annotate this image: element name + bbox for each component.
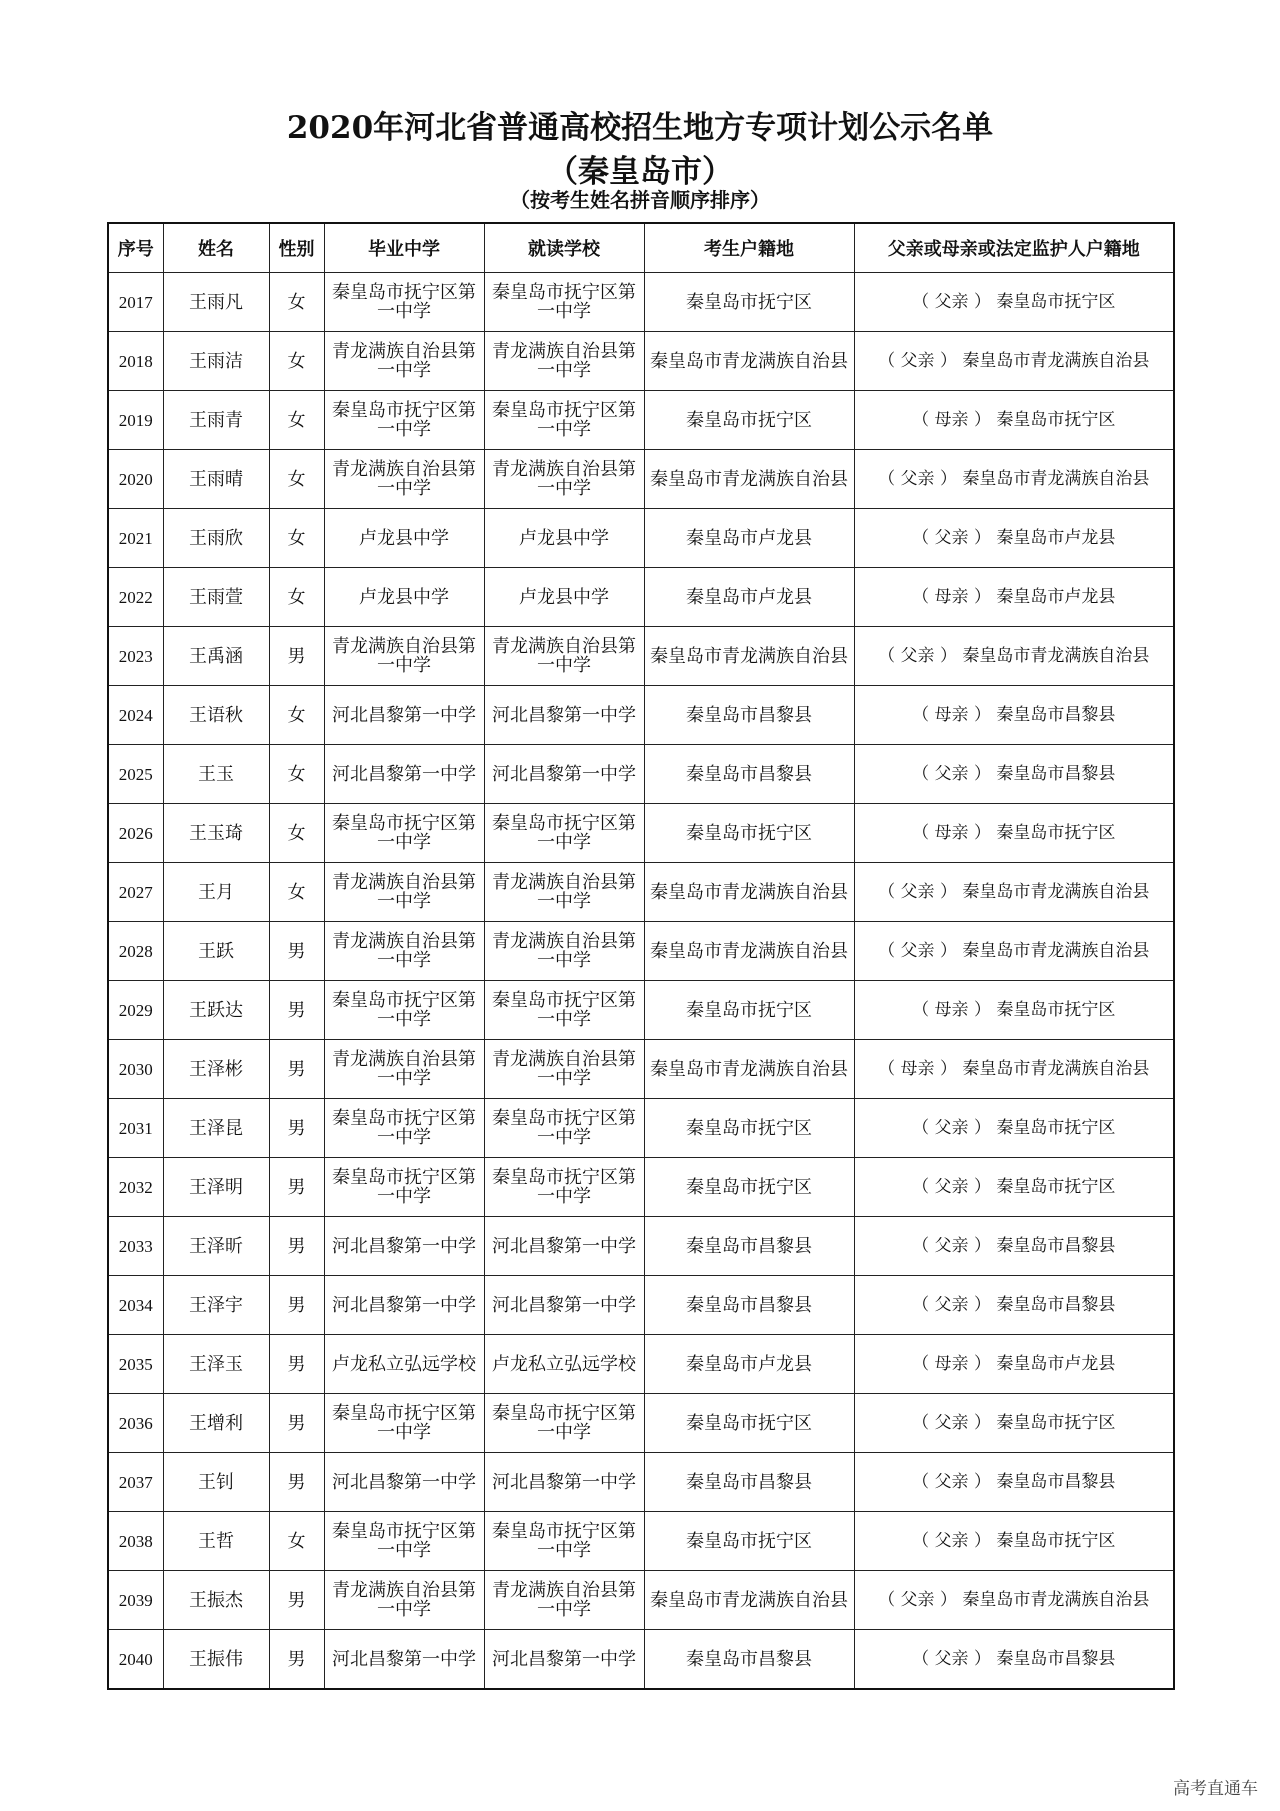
cell-graduation-school: 青龙满族自治县第一中学 [324, 1040, 484, 1099]
cell-student-hukou: 秦皇岛市昌黎县 [644, 1453, 854, 1512]
cell-current-school: 秦皇岛市抚宁区第一中学 [484, 1158, 644, 1217]
cell-student-hukou: 秦皇岛市昌黎县 [644, 1217, 854, 1276]
cell-parent-hukou: （ 父亲 ） 秦皇岛市抚宁区 [854, 273, 1174, 332]
cell-name: 王泽玉 [163, 1335, 269, 1394]
cell-current-school: 秦皇岛市抚宁区第一中学 [484, 981, 644, 1040]
table-row [108, 332, 1174, 391]
table-row [108, 627, 1174, 686]
cell-parent-hukou: （ 母亲 ） 秦皇岛市抚宁区 [854, 981, 1174, 1040]
table-row [108, 1571, 1174, 1630]
table-row [108, 686, 1174, 745]
cell-graduation-school: 青龙满族自治县第一中学 [324, 627, 484, 686]
table-body [108, 273, 1174, 1690]
cell-name: 王振伟 [163, 1630, 269, 1690]
page-subtitle: （秦皇岛市） [547, 154, 733, 190]
cell-graduation-school: 卢龙县中学 [324, 509, 484, 568]
table-row [108, 391, 1174, 450]
cell-graduation-school: 青龙满族自治县第一中学 [324, 1571, 484, 1630]
cell-index: 2019 [108, 391, 163, 450]
cell-graduation-school: 河北昌黎第一中学 [324, 686, 484, 745]
col-header-graduation-school: 毕业中学 [324, 223, 484, 273]
cell-gender: 女 [269, 332, 324, 391]
cell-gender: 男 [269, 981, 324, 1040]
cell-graduation-school: 秦皇岛市抚宁区第一中学 [324, 1099, 484, 1158]
table-row [108, 1158, 1174, 1217]
cell-graduation-school: 秦皇岛市抚宁区第一中学 [324, 981, 484, 1040]
cell-student-hukou: 秦皇岛市抚宁区 [644, 1394, 854, 1453]
table-row [108, 1512, 1174, 1571]
table-header-row [108, 223, 1174, 273]
cell-parent-hukou: （ 父亲 ） 秦皇岛市抚宁区 [854, 1394, 1174, 1453]
cell-graduation-school: 青龙满族自治县第一中学 [324, 922, 484, 981]
cell-current-school: 青龙满族自治县第一中学 [484, 922, 644, 981]
sort-note: （按考生姓名拼音顺序排序） [510, 188, 770, 212]
table-row [108, 922, 1174, 981]
cell-current-school: 河北昌黎第一中学 [484, 1217, 644, 1276]
cell-student-hukou: 秦皇岛市昌黎县 [644, 686, 854, 745]
cell-index: 2040 [108, 1630, 163, 1690]
cell-name: 王泽宇 [163, 1276, 269, 1335]
cell-current-school: 秦皇岛市抚宁区第一中学 [484, 1099, 644, 1158]
cell-current-school: 河北昌黎第一中学 [484, 745, 644, 804]
cell-gender: 女 [269, 568, 324, 627]
cell-student-hukou: 秦皇岛市昌黎县 [644, 745, 854, 804]
cell-gender: 女 [269, 509, 324, 568]
cell-index: 2031 [108, 1099, 163, 1158]
cell-index: 2038 [108, 1512, 163, 1571]
cell-name: 王雨欣 [163, 509, 269, 568]
cell-parent-hukou: （ 父亲 ） 秦皇岛市昌黎县 [854, 1453, 1174, 1512]
cell-name: 王禹涵 [163, 627, 269, 686]
cell-current-school: 卢龙私立弘远学校 [484, 1335, 644, 1394]
cell-current-school: 河北昌黎第一中学 [484, 686, 644, 745]
cell-parent-hukou: （ 父亲 ） 秦皇岛市卢龙县 [854, 509, 1174, 568]
cell-graduation-school: 秦皇岛市抚宁区第一中学 [324, 391, 484, 450]
cell-index: 2022 [108, 568, 163, 627]
cell-parent-hukou: （ 父亲 ） 秦皇岛市青龙满族自治县 [854, 332, 1174, 391]
cell-index: 2033 [108, 1217, 163, 1276]
cell-name: 王泽昆 [163, 1099, 269, 1158]
cell-name: 王振杰 [163, 1571, 269, 1630]
table-row [108, 1335, 1174, 1394]
cell-student-hukou: 秦皇岛市抚宁区 [644, 1099, 854, 1158]
cell-gender: 男 [269, 1099, 324, 1158]
cell-gender: 女 [269, 1512, 324, 1571]
cell-name: 王泽昕 [163, 1217, 269, 1276]
cell-gender: 男 [269, 1276, 324, 1335]
cell-gender: 女 [269, 450, 324, 509]
cell-student-hukou: 秦皇岛市青龙满族自治县 [644, 1040, 854, 1099]
cell-student-hukou: 秦皇岛市青龙满族自治县 [644, 627, 854, 686]
cell-graduation-school: 秦皇岛市抚宁区第一中学 [324, 1158, 484, 1217]
cell-parent-hukou: （ 父亲 ） 秦皇岛市抚宁区 [854, 1158, 1174, 1217]
cell-student-hukou: 秦皇岛市青龙满族自治县 [644, 1571, 854, 1630]
cell-current-school: 青龙满族自治县第一中学 [484, 1571, 644, 1630]
cell-parent-hukou: （ 父亲 ） 秦皇岛市青龙满族自治县 [854, 922, 1174, 981]
cell-gender: 女 [269, 686, 324, 745]
table-row [108, 745, 1174, 804]
cell-name: 王增利 [163, 1394, 269, 1453]
cell-name: 王玉琦 [163, 804, 269, 863]
cell-current-school: 青龙满族自治县第一中学 [484, 450, 644, 509]
cell-graduation-school: 秦皇岛市抚宁区第一中学 [324, 804, 484, 863]
cell-parent-hukou: （ 父亲 ） 秦皇岛市抚宁区 [854, 1099, 1174, 1158]
cell-student-hukou: 秦皇岛市抚宁区 [644, 273, 854, 332]
cell-gender: 男 [269, 922, 324, 981]
cell-current-school: 青龙满族自治县第一中学 [484, 627, 644, 686]
cell-current-school: 青龙满族自治县第一中学 [484, 863, 644, 922]
cell-student-hukou: 秦皇岛市抚宁区 [644, 1158, 854, 1217]
cell-index: 2037 [108, 1453, 163, 1512]
cell-graduation-school: 卢龙私立弘远学校 [324, 1335, 484, 1394]
cell-gender: 女 [269, 804, 324, 863]
cell-graduation-school: 河北昌黎第一中学 [324, 1276, 484, 1335]
cell-gender: 男 [269, 1394, 324, 1453]
table-row [108, 1276, 1174, 1335]
cell-index: 2018 [108, 332, 163, 391]
cell-current-school: 秦皇岛市抚宁区第一中学 [484, 391, 644, 450]
cell-student-hukou: 秦皇岛市卢龙县 [644, 509, 854, 568]
cell-parent-hukou: （ 父亲 ） 秦皇岛市昌黎县 [854, 1630, 1174, 1690]
cell-parent-hukou: （ 父亲 ） 秦皇岛市昌黎县 [854, 1276, 1174, 1335]
cell-graduation-school: 秦皇岛市抚宁区第一中学 [324, 1394, 484, 1453]
table-row [108, 1040, 1174, 1099]
cell-index: 2027 [108, 863, 163, 922]
table-row [108, 273, 1174, 332]
cell-parent-hukou: （ 母亲 ） 秦皇岛市青龙满族自治县 [854, 1040, 1174, 1099]
col-header-index: 序号 [108, 223, 163, 273]
cell-name: 王钊 [163, 1453, 269, 1512]
cell-current-school: 河北昌黎第一中学 [484, 1453, 644, 1512]
col-header-gender: 性别 [269, 223, 324, 273]
cell-current-school: 秦皇岛市抚宁区第一中学 [484, 804, 644, 863]
cell-parent-hukou: （ 父亲 ） 秦皇岛市青龙满族自治县 [854, 863, 1174, 922]
cell-graduation-school: 青龙满族自治县第一中学 [324, 332, 484, 391]
cell-current-school: 河北昌黎第一中学 [484, 1276, 644, 1335]
cell-index: 2029 [108, 981, 163, 1040]
cell-parent-hukou: （ 父亲 ） 秦皇岛市青龙满族自治县 [854, 627, 1174, 686]
table-row [108, 863, 1174, 922]
cell-index: 2023 [108, 627, 163, 686]
cell-gender: 男 [269, 1453, 324, 1512]
cell-student-hukou: 秦皇岛市青龙满族自治县 [644, 450, 854, 509]
cell-gender: 女 [269, 391, 324, 450]
roster-table [107, 222, 1175, 1690]
table-row [108, 509, 1174, 568]
table-row [108, 1217, 1174, 1276]
cell-index: 2026 [108, 804, 163, 863]
cell-index: 2028 [108, 922, 163, 981]
cell-student-hukou: 秦皇岛市青龙满族自治县 [644, 863, 854, 922]
cell-student-hukou: 秦皇岛市卢龙县 [644, 568, 854, 627]
cell-gender: 男 [269, 627, 324, 686]
cell-parent-hukou: （ 母亲 ） 秦皇岛市昌黎县 [854, 686, 1174, 745]
cell-graduation-school: 青龙满族自治县第一中学 [324, 863, 484, 922]
cell-parent-hukou: （ 母亲 ） 秦皇岛市卢龙县 [854, 1335, 1174, 1394]
table-row [108, 1630, 1174, 1690]
cell-student-hukou: 秦皇岛市抚宁区 [644, 804, 854, 863]
cell-gender: 女 [269, 745, 324, 804]
cell-graduation-school: 河北昌黎第一中学 [324, 1630, 484, 1690]
cell-gender: 男 [269, 1630, 324, 1690]
col-header-parent-hukou: 父亲或母亲或法定监护人户籍地 [854, 223, 1174, 273]
table-row [108, 1394, 1174, 1453]
cell-parent-hukou: （ 父亲 ） 秦皇岛市青龙满族自治县 [854, 450, 1174, 509]
cell-parent-hukou: （ 母亲 ） 秦皇岛市抚宁区 [854, 391, 1174, 450]
table-row [108, 1099, 1174, 1158]
cell-current-school: 秦皇岛市抚宁区第一中学 [484, 273, 644, 332]
table-row [108, 568, 1174, 627]
cell-current-school: 卢龙县中学 [484, 568, 644, 627]
cell-name: 王泽明 [163, 1158, 269, 1217]
cell-name: 王跃达 [163, 981, 269, 1040]
cell-name: 王泽彬 [163, 1040, 269, 1099]
cell-index: 2024 [108, 686, 163, 745]
cell-parent-hukou: （ 母亲 ） 秦皇岛市卢龙县 [854, 568, 1174, 627]
cell-index: 2017 [108, 273, 163, 332]
cell-current-school: 卢龙县中学 [484, 509, 644, 568]
cell-gender: 男 [269, 1335, 324, 1394]
cell-index: 2036 [108, 1394, 163, 1453]
cell-gender: 男 [269, 1571, 324, 1630]
cell-current-school: 青龙满族自治县第一中学 [484, 332, 644, 391]
cell-name: 王雨青 [163, 391, 269, 450]
cell-gender: 男 [269, 1217, 324, 1276]
cell-graduation-school: 秦皇岛市抚宁区第一中学 [324, 273, 484, 332]
cell-name: 王语秋 [163, 686, 269, 745]
cell-index: 2030 [108, 1040, 163, 1099]
cell-parent-hukou: （ 父亲 ） 秦皇岛市昌黎县 [854, 1217, 1174, 1276]
cell-gender: 女 [269, 273, 324, 332]
watermark: 高考直通车 [1173, 1779, 1258, 1799]
cell-name: 王雨洁 [163, 332, 269, 391]
cell-name: 王雨萱 [163, 568, 269, 627]
cell-name: 王雨晴 [163, 450, 269, 509]
cell-gender: 女 [269, 863, 324, 922]
cell-name: 王玉 [163, 745, 269, 804]
table-row [108, 1453, 1174, 1512]
cell-student-hukou: 秦皇岛市青龙满族自治县 [644, 332, 854, 391]
cell-student-hukou: 秦皇岛市青龙满族自治县 [644, 922, 854, 981]
cell-graduation-school: 青龙满族自治县第一中学 [324, 450, 484, 509]
col-header-student-hukou: 考生户籍地 [644, 223, 854, 273]
table-row [108, 450, 1174, 509]
cell-name: 王哲 [163, 1512, 269, 1571]
page-title: 2020年河北省普通高校招生地方专项计划公示名单 [286, 110, 994, 146]
cell-student-hukou: 秦皇岛市卢龙县 [644, 1335, 854, 1394]
cell-student-hukou: 秦皇岛市抚宁区 [644, 1512, 854, 1571]
cell-name: 王月 [163, 863, 269, 922]
cell-graduation-school: 河北昌黎第一中学 [324, 1217, 484, 1276]
cell-index: 2025 [108, 745, 163, 804]
cell-index: 2020 [108, 450, 163, 509]
cell-current-school: 秦皇岛市抚宁区第一中学 [484, 1512, 644, 1571]
cell-graduation-school: 河北昌黎第一中学 [324, 745, 484, 804]
cell-name: 王跃 [163, 922, 269, 981]
cell-index: 2034 [108, 1276, 163, 1335]
cell-parent-hukou: （ 父亲 ） 秦皇岛市青龙满族自治县 [854, 1571, 1174, 1630]
cell-current-school: 青龙满族自治县第一中学 [484, 1040, 644, 1099]
cell-student-hukou: 秦皇岛市昌黎县 [644, 1276, 854, 1335]
cell-graduation-school: 卢龙县中学 [324, 568, 484, 627]
cell-student-hukou: 秦皇岛市昌黎县 [644, 1630, 854, 1690]
cell-parent-hukou: （ 父亲 ） 秦皇岛市抚宁区 [854, 1512, 1174, 1571]
col-header-current-school: 就读学校 [484, 223, 644, 273]
col-header-name: 姓名 [163, 223, 269, 273]
cell-index: 2032 [108, 1158, 163, 1217]
cell-index: 2035 [108, 1335, 163, 1394]
cell-parent-hukou: （ 父亲 ） 秦皇岛市昌黎县 [854, 745, 1174, 804]
table-row [108, 981, 1174, 1040]
table-row [108, 804, 1174, 863]
cell-name: 王雨凡 [163, 273, 269, 332]
cell-current-school: 河北昌黎第一中学 [484, 1630, 644, 1690]
cell-current-school: 秦皇岛市抚宁区第一中学 [484, 1394, 644, 1453]
cell-index: 2021 [108, 509, 163, 568]
cell-parent-hukou: （ 母亲 ） 秦皇岛市抚宁区 [854, 804, 1174, 863]
cell-graduation-school: 河北昌黎第一中学 [324, 1453, 484, 1512]
cell-student-hukou: 秦皇岛市抚宁区 [644, 391, 854, 450]
cell-student-hukou: 秦皇岛市抚宁区 [644, 981, 854, 1040]
cell-gender: 男 [269, 1158, 324, 1217]
cell-index: 2039 [108, 1571, 163, 1630]
cell-gender: 男 [269, 1040, 324, 1099]
cell-graduation-school: 秦皇岛市抚宁区第一中学 [324, 1512, 484, 1571]
